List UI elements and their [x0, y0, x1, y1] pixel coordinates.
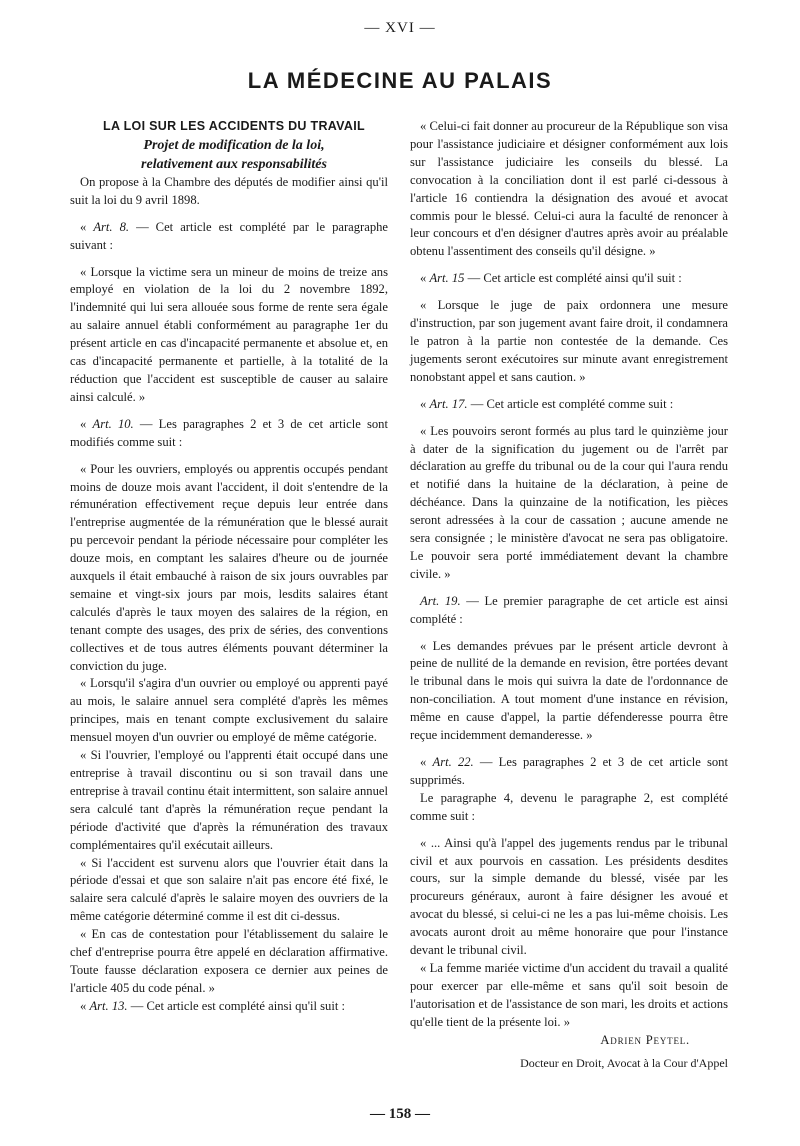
- art-19-paragraph: « Les demandes prévues par le présent article devront à peine de nullité de la demande en revision, être portées devant le tribunal dans le mois qui suivra la date de l'ordonnance de non-conciliation. A tout moment d'une instance en révision, même en cause d'appel, la partie défenderesse pourra être reçue incidemment demanderesse. »: [410, 638, 728, 743]
- quote-mark: «: [80, 219, 94, 234]
- art-10-paragraph-3: « Si l'ouvrier, l'employé ou l'apprenti était occupé dans une entreprise à travail discontinu ou si son travail dans une entreprise à travail continu était intermittent, son salaire annuel sera calculé tant d'après la rémunération reçue pendant la période d'activité que d'après la rémunération des travaux complémentaires qu'il exécutait ailleurs.: [70, 748, 388, 852]
- art-text: — Les paragraphes 2 et 3 de cet article sont supprimés.: [410, 755, 728, 787]
- art-text: — Cet article est complété ainsi qu'il suit :: [127, 998, 345, 1013]
- art-13-heading: [70, 998, 388, 1016]
- signature-role: Docteur en Droit, Avocat à la Cour d'Appel: [520, 1055, 728, 1070]
- journal-section-title: LA MÉDECINE AU PALAIS: [247, 68, 553, 93]
- art-17-heading: [410, 396, 728, 414]
- art-15-heading: [410, 270, 728, 288]
- art-label: Art. 15: [429, 271, 465, 286]
- intro-paragraph: On propose à la Chambre des députés de modifier ainsi qu'il suit la loi du 9 avril 1898.: [70, 174, 388, 207]
- art-label: Art. 13.: [89, 998, 128, 1013]
- art-22-paragraph-3: « La femme mariée victime d'un accident du travail a qualité pour exercer par elle-même et sans qu'il soit besoin de l'autorisation et de l'assistance de son mari, les droits et actions qu'elle tient de la présente loi. »: [410, 960, 728, 1029]
- art-text: — Les paragraphes 2 et 3 de cet article sont modifiés comme suit :: [70, 416, 388, 449]
- right-column: [410, 118, 728, 1072]
- quote-mark: «: [420, 396, 430, 411]
- art-text: — Le premier paragraphe de cet article est ainsi complété :: [410, 593, 728, 626]
- subtitle-line-2: relativement aux responsabilités: [141, 156, 327, 172]
- article-subtitle: [70, 136, 388, 174]
- left-column: [70, 118, 388, 1016]
- quote-mark: «: [420, 271, 430, 286]
- subtitle-line-1: Projet de modification de la loi,: [143, 137, 325, 153]
- art-10-paragraph-2: « Lorsqu'il s'agira d'un ouvrier ou employé ou apprenti payé au mois, le salaire annuel sera complété d'après les mêmes principes, mais en tenant compte exclusivement du salaire mensuel moyen d'un ouvrier ou employé de même catégorie.: [70, 676, 388, 745]
- signature-name: Adrien Peytel.: [600, 1032, 690, 1047]
- art-22-heading: [410, 754, 728, 790]
- signature: [410, 1032, 728, 1073]
- quote-mark: «: [420, 755, 433, 769]
- art-10-paragraph-1: « Pour les ouvriers, employés ou apprentis occupés pendant moins de douze mois avant l'accident, il doit s'entendre de la rémunération effectivement reçue depuis leur entrée dans l'entreprise augmentée de la rémunération que le blessé aurait pu percevoir pendant la période nécessaire pour compléter les douze mois, en comptant les salaires d'heure ou de journée auxquels il était embauché à raison de six jours ouvrables par semaine et vingt-six jours par mois, lesdits salaires étant calculés d'après le taux moyen des salaires de la région, en tenant compte des usages, des prix de séries, des conventions collectives et de tous autres éléments pouvant déterminer la conviction du juge.: [70, 461, 388, 673]
- art-19-heading: [410, 593, 728, 629]
- art-text: — Cet article est complété comme suit :: [467, 396, 674, 411]
- page-number: — 158 —: [370, 1106, 430, 1122]
- art-13-paragraph: « Celui-ci fait donner au procureur de la République son visa pour l'assistance judiciaire et désigner conformément aux lois sur l'assistance judiciaire les conseils du blessé. La convocation à la conciliation dont il est parlé ci-dessous à l'article 16 contiendra la désignation des avoué et avocat commis pour le blessé. Celui-ci aura la faculté de renoncer à leur concours et d'en désigner d'autres après avoir au préalable obtenu l'assentiment des conseils qu'il désigne. »: [410, 119, 728, 259]
- art-label: Art. 19.: [420, 593, 461, 608]
- art-17-paragraph: « Les pouvoirs seront formés au plus tard le quinzième jour à dater de la signification du jugement ou de l'arrêt par déclaration au greffe du tribunal ou de la cour qui l'aura rendu et notifié dans la huitaine de la déclaration, à peine de déchéance. Dans la quinzaine de la notification, les pièces seront adressées à la cour de cassation ; aucune amende ne sera consignée ; le ministère d'avocat ne sera pas obligatoire. Le pouvoir sera porté immédiatement devant la chambre civile. »: [410, 423, 728, 581]
- art-label: Art. 17.: [429, 396, 468, 411]
- art-10-paragraph-4: « Si l'accident est survenu alors que l'ouvrier était dans la période d'essai et que son salaire n'ait pas encore été fixé, le salaire sera calculé d'après le salaire moyen des ouvriers de la même catégorie déterminé comme il est dit ci-dessus.: [70, 855, 388, 924]
- art-22-paragraph-2: « ... Ainsi qu'à l'appel des jugements rendus par le tribunal civil et aux pourvois en cassation. Les présidents desdites cours, sur la simple demande du blessé, visée par les procureurs généraux, auront à faire désigner les avoué et avocat du blessé, si celui-ci ne les a pas lui-même choisis. Les avocats auront droit au même honoraire que pour l'instance devant le tribunal civil.: [410, 835, 728, 958]
- art-22-paragraph-1: Le paragraphe 4, devenu le paragraphe 2, est complété comme suit :: [410, 790, 728, 823]
- art-8-heading: [70, 219, 388, 255]
- roman-page-header: — XVI —: [364, 20, 436, 36]
- art-label: Art. 8.: [93, 219, 130, 234]
- art-10-paragraph-5: « En cas de contestation pour l'établissement du salaire le chef d'entreprise pourra être appelé en déclaration affirmative. Toute fausse déclaration exposera ce dernier aux peines de l'article 405 du code pénal. »: [70, 927, 388, 995]
- art-text: — Cet article est complété ainsi qu'il suit :: [464, 271, 682, 286]
- art-10-heading: [70, 416, 388, 452]
- art-label: Art. 22.: [432, 755, 474, 769]
- art-15-paragraph: « Lorsque le juge de paix ordonnera une mesure d'instruction, par son jugement avant faire droit, il condamnera le patron à la partie non contestée de la demande. Ces jugements seront exécutoires sur minute avant enregistrement nonobstant appel et sans caution. »: [410, 298, 728, 384]
- art-8-paragraph: « Lorsque la victime sera un mineur de moins de treize ans employé en violation de la loi du 2 novembre 1892, l'indemnité qui lui sera allouée sous forme de rente sera égale au salaire annuel établi conformément au paragraphe 1er du présent article en cas d'incapacité permanente et absolue et, en cas d'incapacité permanente et partielle, à la totalité de la réduction que l'accident est susceptible de causer au salaire ainsi calculé. »: [70, 264, 388, 404]
- art-label: Art. 10.: [92, 416, 134, 431]
- quote-mark: «: [80, 998, 90, 1013]
- quote-mark: «: [80, 416, 93, 431]
- art-text: — Cet article est complété par le paragraphe suivant :: [70, 219, 389, 252]
- article-title: LA LOI SUR LES ACCIDENTS DU TRAVAIL: [103, 119, 365, 133]
